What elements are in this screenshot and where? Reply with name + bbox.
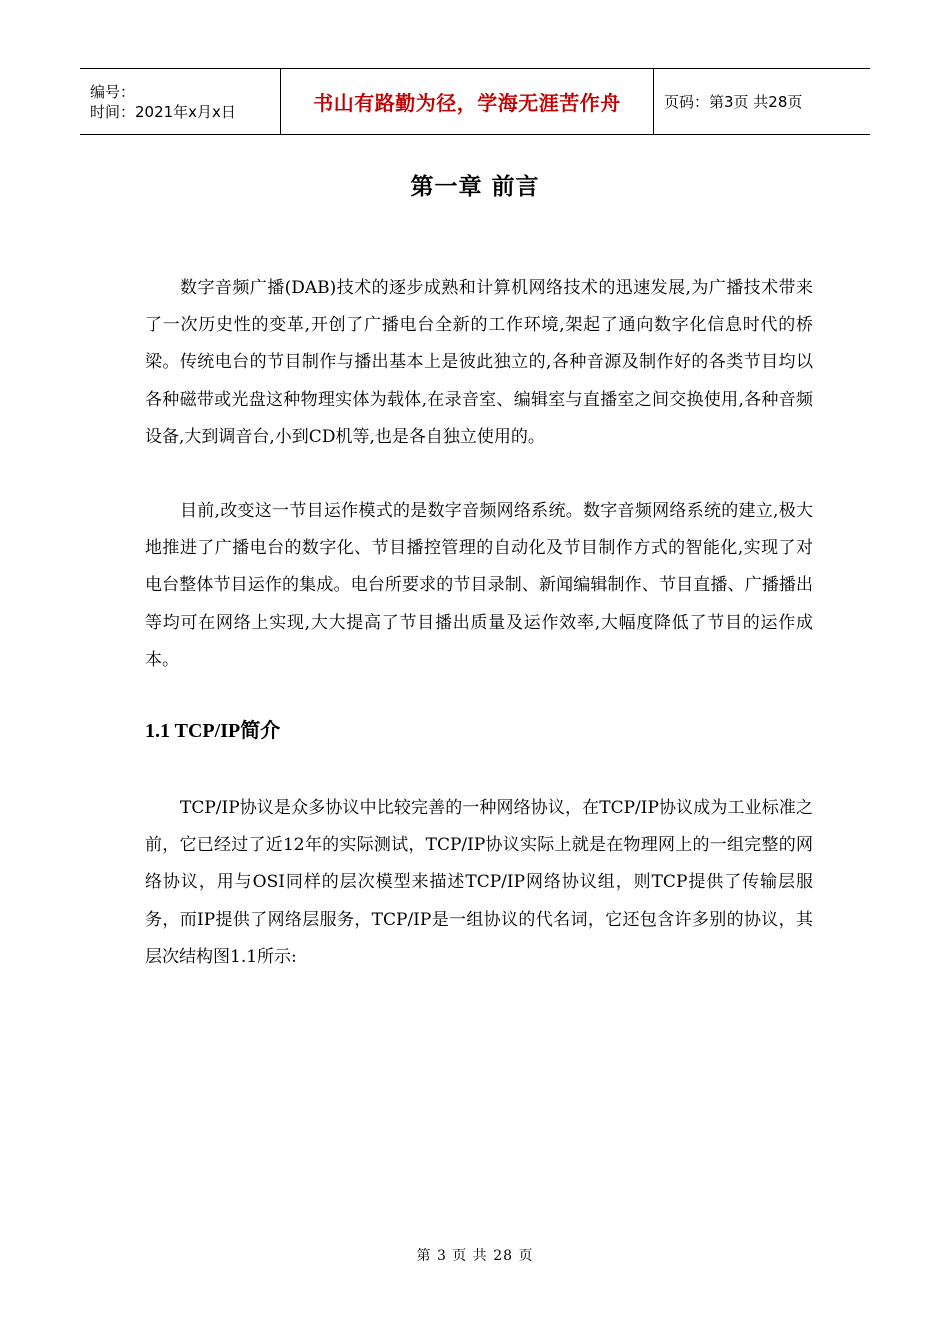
chapter-title: 第一章 前言	[410, 174, 540, 200]
header-date-label: 时间：2021年x月x日	[90, 102, 236, 121]
header-page-info: 页码：第3页 共28页	[664, 93, 803, 111]
document-header	[80, 68, 870, 135]
paragraph-intro: 数字音频广播(DAB)技术的逐步成熟和计算机网络技术的迅速发展,为广播技术带来了一次历史性的变革,开创了广播电台全新的工作环境,架起了通向数字化信息时代的桥梁。传统电台的节目制作与播出基本上是彼此独立的,各种音源及制作好的各类节目均以各种磁带或光盘这种物理实体为载体,在录音室、编辑室与直播室之间交换使用,各种音频设备,大到调音台,小到CD机等,也是各自独立使用的。	[145, 278, 813, 447]
header-motto-cell	[281, 69, 654, 135]
paragraph-network-system: 目前,改变这一节目运作模式的是数字音频网络系统。数字音频网络系统的建立,极大地推进了广播电台的数字化、节目播控管理的自动化及节目制作方式的智能化,实现了对电台整体节目运作的集成。电台所要求的节目录制、新闻编辑制作、节目直播、广播播出等均可在网络上实现,大大提高了节目播出质量及运作效率,大幅度降低了节目的运作成本。	[145, 501, 813, 670]
paragraph-tcpip: TCP/IP协议是众多协议中比较完善的一种网络协议，在TCP/IP协议成为工业标准之前，它已经过了近12年的实际测试，TCP/IP协议实际上就是在物理网上的一组完整的网络协议，用与OSI同样的层次模型来描述TCP/IP网络协议组，则TCP提供了传输层服务，而IP提供了网络层服务，TCP/IP是一组协议的代名词，它还包含许多别的协议，其层次结构图1.1所示:	[145, 798, 813, 967]
page-footer: 第 3 页 共 28 页	[416, 1248, 534, 1264]
header-page-cell	[654, 69, 871, 135]
section-title: 1.1 TCP/IP简介	[145, 720, 281, 742]
header-meta-cell	[80, 69, 281, 135]
header-number-label: 编号：	[90, 82, 136, 101]
header-motto: 书山有路勤为径，学海无涯苦作舟	[313, 91, 621, 115]
